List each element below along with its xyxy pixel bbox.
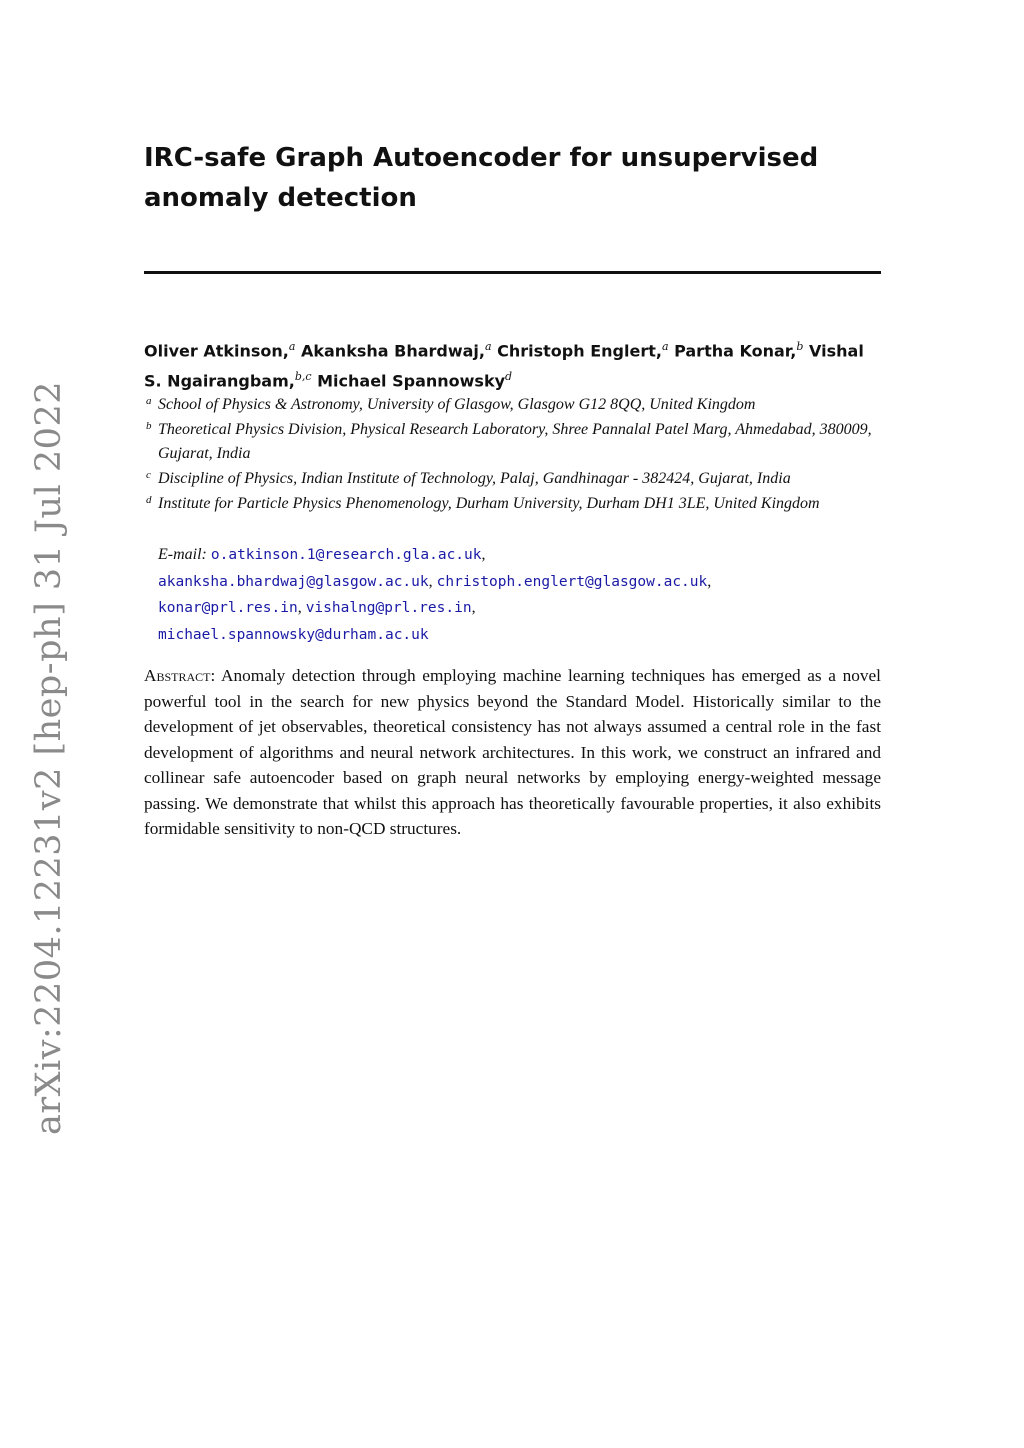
author-name: Oliver Atkinson, [144,341,289,361]
title-line-2: anomaly detection [144,183,417,213]
affiliation-text: School of Physics & Astronomy, University of Glasgow, Glasgow G12 8QQ, United Kingdom [158,396,756,413]
author-affil-mark: a [661,340,669,353]
author-name: Vishal S. Ngairangbam, [144,341,864,391]
author-affil-mark: b [796,340,804,353]
affiliation-item [146,418,886,466]
arxiv-stamp-text: arXiv:2204.12231v2 [hep-ph] 31 Jul 2022 [29,381,70,1135]
affiliation-mark: b [146,420,152,432]
email-block: E-mail: o.atkinson.1@research.gla.ac.uk, akanksha.bhardwaj@glasgow.ac.uk, christoph.englert@glasgow.ac.uk, konar@prl.res.in, vishalng@prl.res.in, michael.spannowsky@durham.ac.uk [158,546,712,643]
title-line-1: IRC-safe Graph Autoencoder for unsupervised [144,143,819,173]
affiliation-mark: d [146,494,152,506]
email-link[interactable]: christoph.englert@glasgow.ac.uk [436,573,708,590]
author-name: Partha Konar, [674,341,797,361]
affiliation-list [146,393,886,517]
author-affil-mark: a [288,340,296,353]
author-affil-mark: d [505,370,513,384]
email-label: E-mail: [158,546,207,563]
author-affil-mark: a [484,340,492,353]
affiliation-item [146,492,886,516]
title-rule [144,271,881,274]
author-list [144,334,884,395]
affiliation-text: Theoretical Physics Division, Physical Research Laboratory, Shree Pannalal Patel Marg, Ahmedabad, 380009, Gujarat, India [158,421,872,462]
paper-title [144,138,844,218]
abstract [144,663,881,842]
author-name: Michael Spannowsky [317,371,506,391]
affiliation-mark: a [146,395,152,407]
email-link[interactable]: o.atkinson.1@research.gla.ac.uk [210,547,482,563]
email-link[interactable]: michael.spannowsky@durham.ac.uk [158,626,429,643]
author-affil-mark: b,c [294,370,312,384]
email-link[interactable]: vishalng@prl.res.in [305,600,472,616]
email-link[interactable]: konar@prl.res.in [158,600,298,616]
abstract-text: Anomaly detection through employing machine learning techniques has emerged as a novel powerful tool in the search for new physics beyond the Standard Model. Historically similar to the development of jet observables, theoretical consistency has not always assumed a central role in the fast development of algorithms and neural network architectures. In this work, we construct an infrared and collinear safe autoencoder based on graph neural networks by employing energy-weighted message passing. We demonstrate that whilst this approach has theoretically favourable properties, it also exhibits formidable sensitivity to non-QCD structures. [144,666,881,838]
affiliation-text: Institute for Particle Physics Phenomenology, Durham University, Durham DH1 3LE, United Kingdom [158,495,820,512]
author-name: Akanksha Bhardwaj, [300,341,485,361]
email-link[interactable]: akanksha.bhardwaj@glasgow.ac.uk [158,573,429,590]
arxiv-stamp [14,381,84,1135]
affiliation-item [146,393,886,417]
affiliation-text: Discipline of Physics, Indian Institute of Technology, Palaj, Gandhinagar - 382424, Gujarat, India [158,470,791,487]
affiliation-item [146,467,886,491]
affiliation-mark: c [146,469,151,481]
author-name: Christoph Englert, [497,341,662,361]
abstract-heading: Abstract: [144,666,216,685]
